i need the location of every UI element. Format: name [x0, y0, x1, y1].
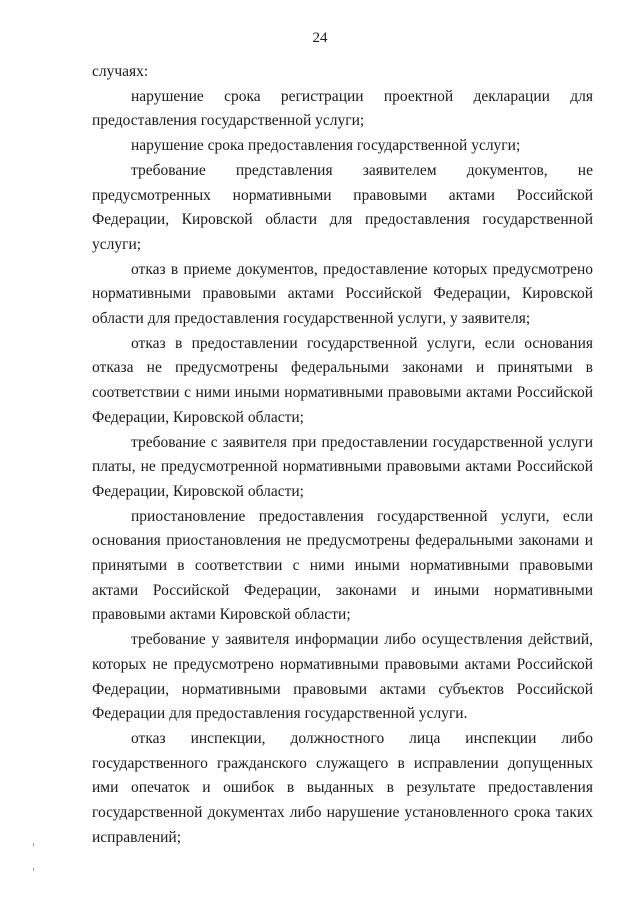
paragraph-refusal-acceptance: отказ в приеме документов, предоставление которых предусмотрено нормативными правовыми актами Российской Федерации, Кировской области для предоставления государственной услуги, у заявителя; [92, 260, 593, 328]
paragraph-refusal-service: отказ в предоставлении государственной услуги, если основания отказа не предусмотрены федеральными законами и принятыми в соответствии с ними иными нормативными правовыми актами Российской Федерации, Кировской области; [92, 334, 593, 426]
paragraph-registration-violation: нарушение срока регистрации проектной декларации для предоставления государственной услуги; [92, 87, 593, 130]
paragraph-cases-intro: случаях: [92, 63, 149, 80]
paragraph-extra-documents: требование представления заявителем документов, не предусмотренных нормативными правовыми актами Российской Федерации, Кировской области для предоставления государственной услуги; [92, 161, 593, 253]
paragraph-correction-refusal: отказ инспекции, должностного лица инспекции либо государственного гражданского служащего в исправлении допущенных ими опечаток и ошибок в выданных в результате предоставления государственной документах либо нарушение установленного срока таких исправлений; [92, 729, 593, 846]
margin-mark [33, 868, 34, 871]
paragraph-info-requirement: требование у заявителя информации либо осуществления действий, которых не предусмотрено нормативными правовыми актами Российской Федерации, нормативными правовыми актами субъектов Российской Федерации для предоставления государственной услуги. [92, 631, 593, 723]
document-body [92, 60, 593, 851]
margin-mark [33, 843, 34, 846]
page-number: 24 [312, 30, 328, 46]
paragraph-service-term-violation: нарушение срока предоставления государственной услуги; [131, 137, 521, 155]
paragraph-suspension: приостановление предоставления государственной услуги, если основания приостановления не предусмотрены федеральными законами и принятыми в соответствии с ними иными нормативными правовыми актами Российской Федерации, законами и иными нормативными правовыми актами Кировской области; [92, 507, 593, 624]
paragraph-fee-requirement: требование с заявителя при предоставлении государственной услуги платы, не предусмотренной нормативными правовыми актами Российской Федерации, Кировской области; [92, 433, 593, 500]
